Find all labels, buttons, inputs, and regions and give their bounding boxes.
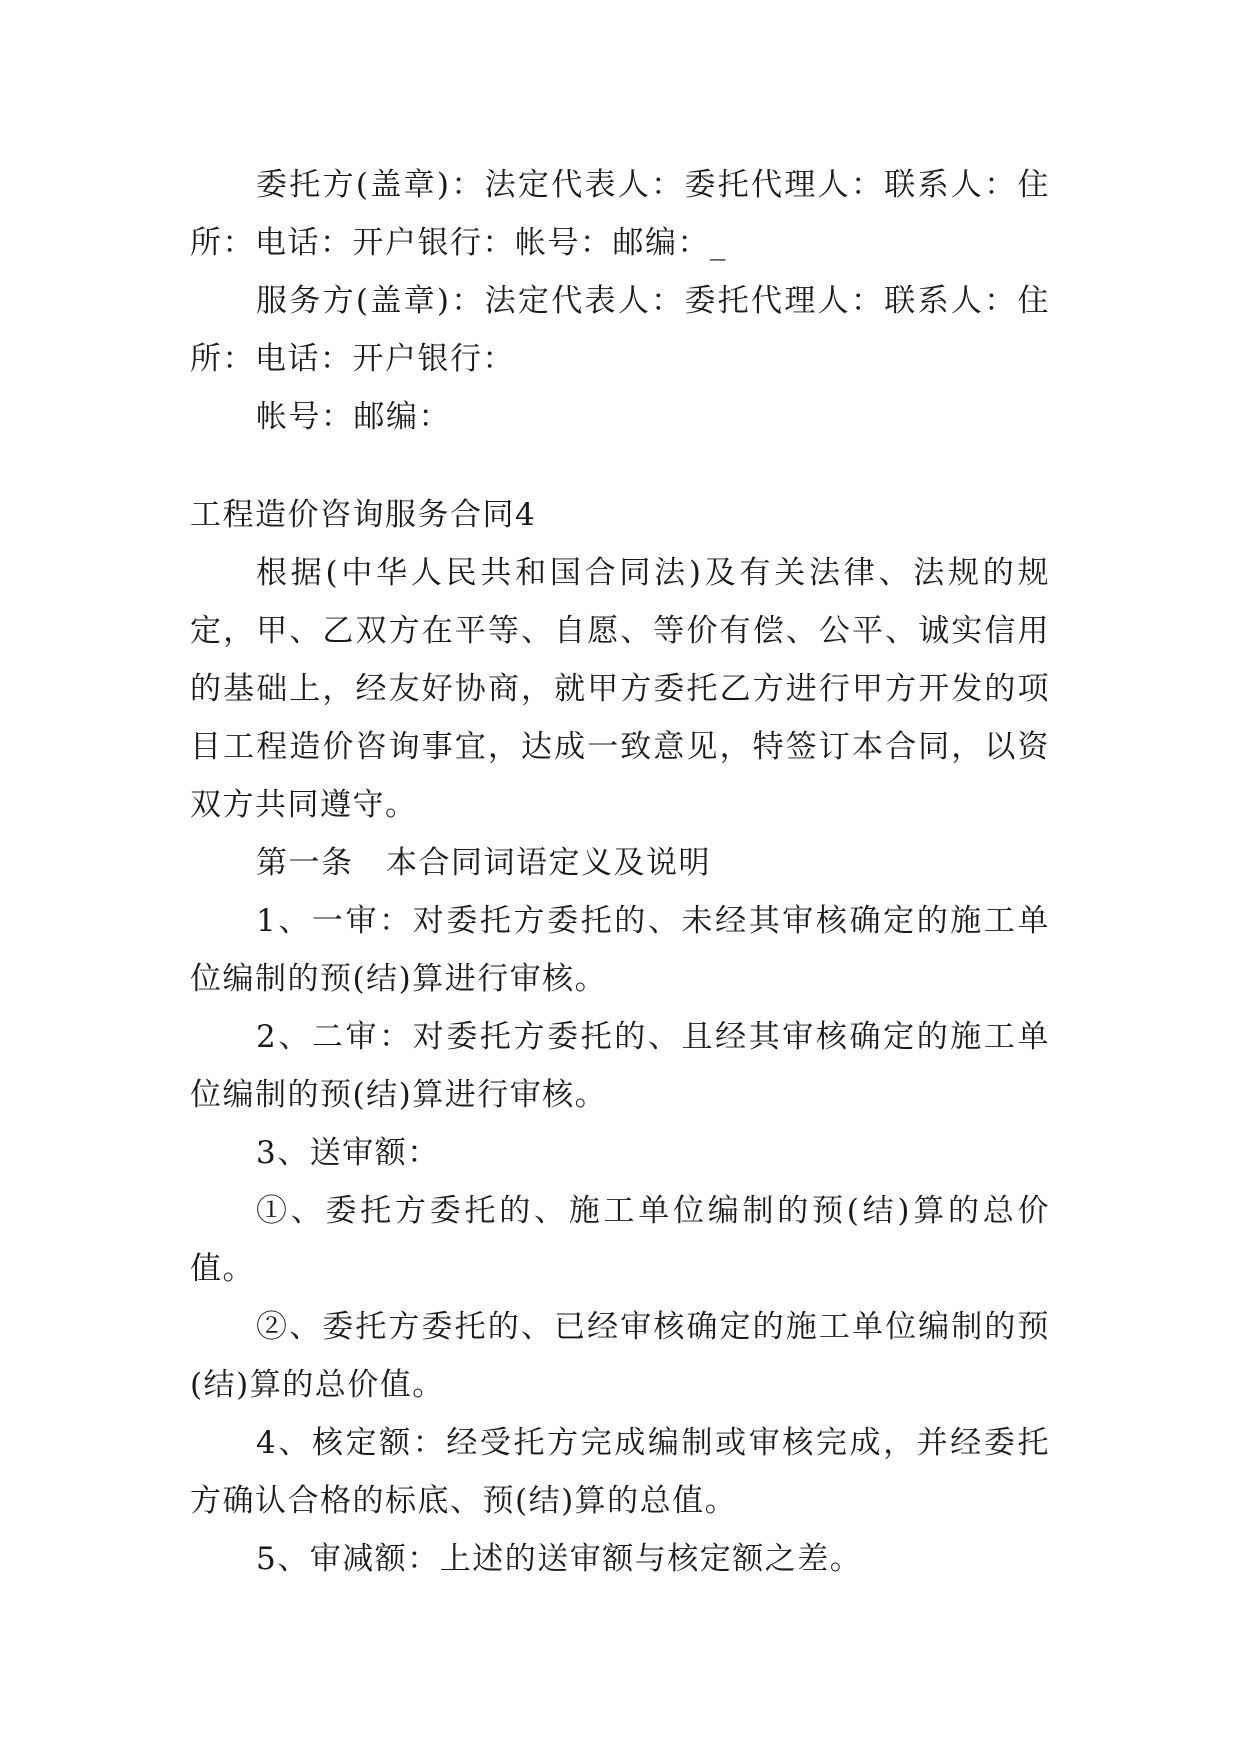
article-one-heading: 第一条 本合同词语定义及说明 (256, 845, 711, 881)
intro-paragraph: 根据(中华人民共和国合同法)及有关法律、法规的规定，甲、乙双方在平等、自愿、等价有偿、公平、诚实信用的基础上，经友好协商，就甲方委托乙方进行甲方开发的项目工程造价咨询事宜，达成一致意见，特签订本合同，以资双方共同遵守。 (190, 555, 1050, 823)
submitted-amount-item-2: ②、委托方委托的、已经审核确定的施工单位编制的预(结)算的总价值。 (190, 1309, 1050, 1403)
submitted-amount-item-1: ①、委托方委托的、施工单位编制的预(结)算的总价值。 (190, 1193, 1050, 1287)
definition-submitted-amount: 3、送审额： (256, 1135, 440, 1171)
client-signature-paragraph: 委托方(盖章)：法定代表人：委托代理人：联系人：住所：电话：开户银行：帐号：邮编：_ (190, 167, 1050, 261)
service-provider-signature-paragraph: 服务方(盖章)：法定代表人：委托代理人：联系人：住所：电话：开户银行： (190, 283, 1050, 377)
definition-first-review: 1、一审：对委托方委托的、未经其审核确定的施工单位编制的预(结)算进行审核。 (190, 903, 1050, 997)
account-postcode-paragraph: 帐号：邮编： (256, 399, 451, 435)
definition-second-review: 2、二审：对委托方委托的、且经其审核确定的施工单位编制的预(结)算进行审核。 (190, 1019, 1050, 1113)
section-title: 工程造价咨询服务合同4 (190, 497, 537, 533)
document-content (190, 156, 1050, 1588)
definition-approved-amount: 4、核定额：经受托方完成编制或审核完成，并经委托方确认合格的标底、预(结)算的总值。 (190, 1425, 1050, 1519)
definition-reduction-amount: 5、审减额：上述的送审额与核定额之差。 (256, 1541, 863, 1577)
